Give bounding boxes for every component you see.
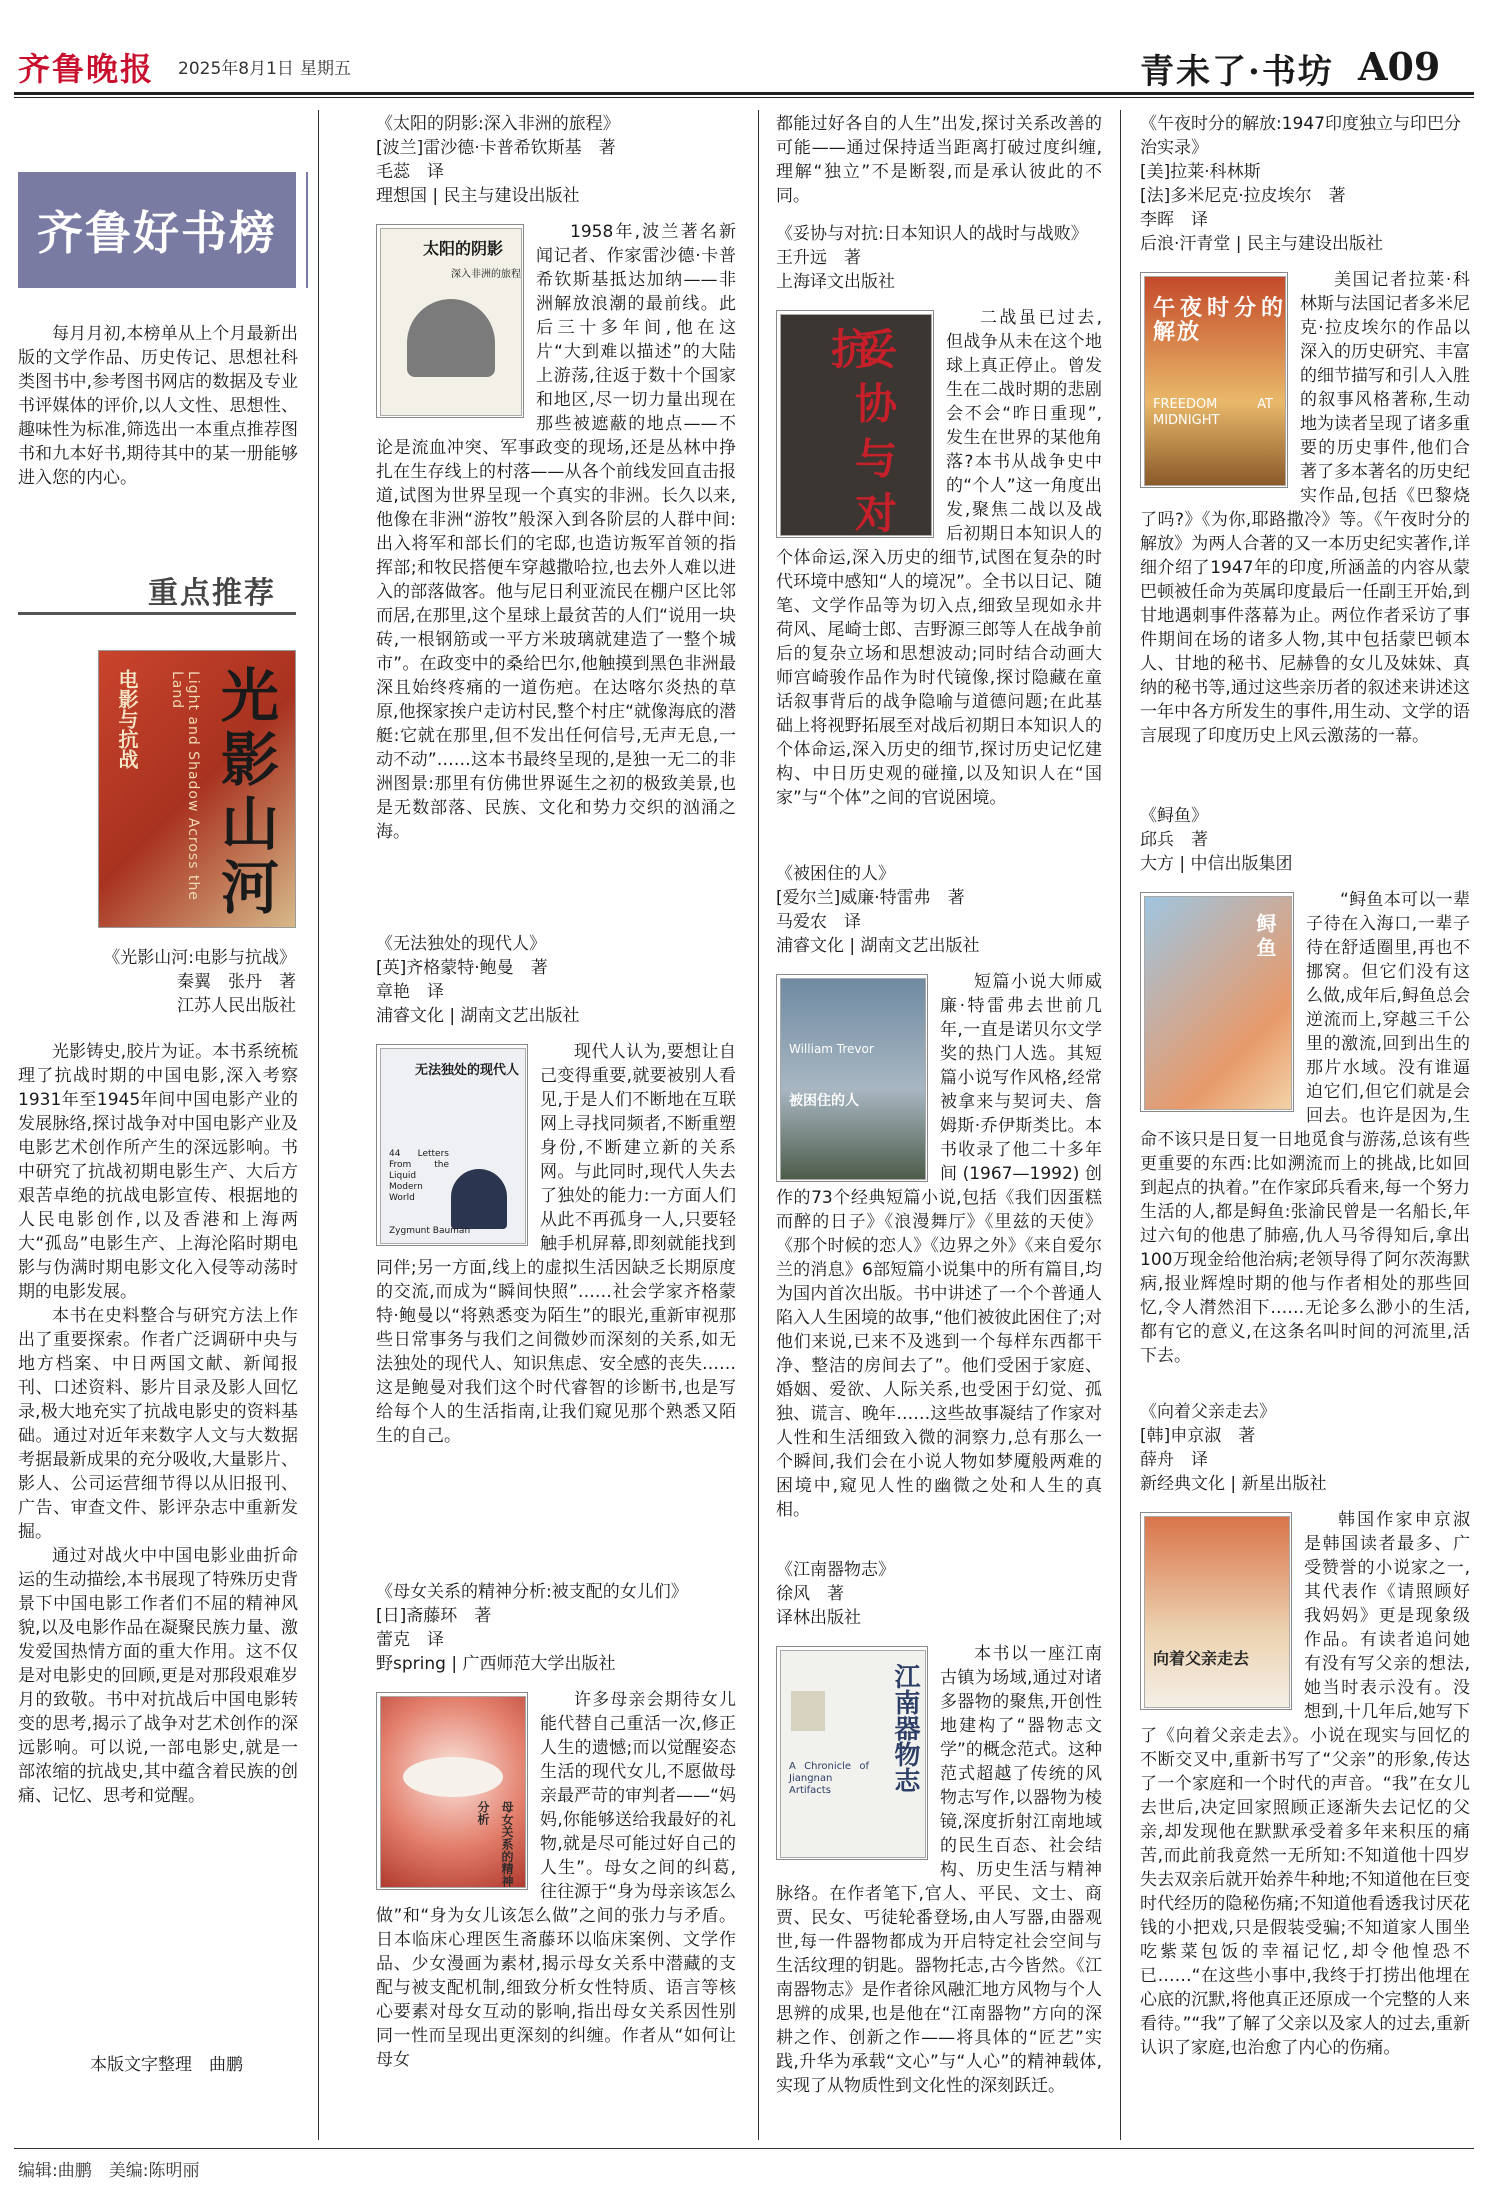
header-rule	[14, 92, 1474, 95]
list-intro: 每月月初,本榜单从上个月最新出版的文学作品、历史传记、思想社科类图书中,参考图书网店的数据及专业书评媒体的评价,以人文性、思想性、趣味性为标准,筛选出一本重点推荐图书和九本好书,期待其中的某一册能够进入您的内心。	[18, 324, 298, 488]
review-body: 短篇小说大师威廉·特雷弗去世前几年,一直是诺贝尔文学奖的热门人选。其短篇小说写作风格,经常被拿来与契诃夫、詹姆斯·乔伊斯类比。本书收录了他二十多年间(1967—1992)创作的73个经典短篇小说,包括《我们因蛋糕而醉的日子》《浪漫舞厅》《里兹的天使》《那个时候的恋人》《边界之外》《来自爱尔兰的消息》6部短篇小说集中的所有篇目,均为国内首次出版。书中讲述了一个个普通人陷入人生困境的故事,“他们被彼此困住了;对他们来说,已来不及逃到一个每样东西都干净、整洁的房间去了”。他们受困于家庭、婚姻、爱欲、人际关系,也受困于幻觉、孤独、谎言、晚年……这些故事凝结了作家对人性和生活细致入微的洞察力,总有那么一个瞬间,我们会在小说人物如梦魇般两难的困境中,窥见人性的幽微之处和人生的真相。	[776, 972, 1102, 1520]
book-title: 《江南器物志》	[776, 1560, 895, 1580]
continued-text: 都能过好各自的人生”出发,探讨关系改善的可能——通过保持适当距离打破过度纠缠,理解“独立”不是断裂,而是承认彼此的不同。	[776, 114, 1102, 206]
cover-title: 向着父亲走去	[1153, 1649, 1250, 1668]
article-jiangnan	[776, 1558, 1102, 2098]
book-translator: 毛蕊 译	[376, 162, 444, 182]
review-paragraph: 本书在史料整合与研究方法上作出了重要探索。作者广泛调研中央与地方档案、中日两国文献、新闻报刊、口述资料、影片目录及影人回忆录,极大地充实了抗战电影史的资料基础。通过对近年来数字人文与大数据考据最新成果的充分吸收,大量影片、影人、公司运营细节得以从旧报刊、广告、审查文件、影评杂志中重新发掘。	[18, 1306, 298, 1542]
cover-title: 江南器物志	[890, 1663, 920, 1793]
artifact-illustration	[791, 1691, 825, 1731]
book-author: 王升远 著	[776, 248, 861, 268]
footer-rule	[14, 2148, 1474, 2149]
cover-title: 妥协与对抗	[825, 327, 898, 535]
cover-english-title: Light and Shadow Across the Land	[169, 671, 201, 901]
book-translator: 蕾克 译	[376, 1630, 444, 1650]
book-publisher: 译林出版社	[776, 1608, 861, 1628]
section-title: 青未了·书坊	[1140, 52, 1334, 92]
review-body: 1958年,波兰著名新闻记者、作家雷沙德·卡普希钦斯基抵达加纳——非洲解放浪潮的最前线。此后三十多年间,他在这片“大到难以描述”的大陆上游荡,往返于数十个国家和地区,尽一切力量出现在那些被遮蔽的地点——不论是流血冲突、军事政变的现场,还是丛林中挣扎在生存线上的村落——从各个前线发回直击报道,试图为世界呈现一个真实的非洲。长久以来,他像在非洲“游牧”般深入到各阶层的人群中间:出入将军和部长们的宅邸,也造访叛军首领的指挥部;和牧民搭便车穿越撒哈拉,也去外人难以进入的部落做客。他与尼日利亚流民在棚户区比邻而居,在那里,这个星球上最贫苦的人们“说用一块砖,一根钢筋或一平方米玻璃就建造了一整个城市”。在政变中的桑给巴尔,他触摸到黑色非洲最深且始终疼痛的一道伤疤。在达喀尔炎热的草原,他探家挨户走访村民,整个村庄“就像海底的潜艇:它就在那里,但不发出任何信号,无声无息,一动不动”……这本书最终呈现的,是独一无二的非洲图景:那里有仿佛世界诞生之初的极致美景,也是无数部落、民族、文化和势力交织的汹涌之海。	[376, 222, 736, 842]
book-publisher: 理想国 | 民主与建设出版社	[376, 186, 580, 206]
book-title: 《母女关系的精神分析:被支配的女儿们》	[376, 1582, 688, 1602]
column-divider	[318, 110, 319, 2140]
column-divider	[1120, 110, 1121, 2140]
book-cover-sun	[376, 224, 524, 418]
masthead-logo: 齐鲁晚报	[18, 50, 155, 88]
book-publisher: 浦睿文化 | 湖南文艺出版社	[776, 936, 980, 956]
review-body: 二战虽已过去,但战争从未在这个地球上真正停止。曾发生在二战时期的悲剧会不会“昨日重现”,发生在世界的某他角落?本书从战争史中的“个人”这一角度出发,聚焦二战以及战后初期日本知识人的个体命运,深入历史的细节,试图在复杂的时代环境中感知“人的境况”。全书以日记、随笔、文学作品等为切入点,细致呈现如永井荷风、尾崎士郎、吉野源三郎等人在战争前后的复杂立场和思想波动;同时结合动画大师宫崎骏作品作为时代镜像,探讨隐藏在童话叙事背后的战争隐喻与道德问题;在此基础上将视野拓展至对战后初期日本知识人的个体命运,深入历史的细节,探讨历史记忆建构、中日历史观的碰撞,以及知识人在“国家”与“个体”之间的官说困境。	[776, 308, 1102, 808]
book-cover-salmon	[1140, 892, 1294, 1112]
eye-illustration	[403, 1757, 503, 1797]
review-paragraph: 光影铸史,胶片为证。本书系统梳理了抗战时期的中国电影,深入考察1931年至1945年间中国电影产业的发展脉络,探讨战争对中国电影产业及电影艺术创作所产生的深远影响。书中研究了抗战初期电影生产、大后方艰苦卓绝的抗战电影宣传、根据地的人民电影创作,以及香港和上海两大“孤岛”电影生产、上海沦陷时期电影与伪满时期电影文化入侵等动荡时期的电影发展。	[18, 1042, 298, 1302]
header-rule-thin	[14, 97, 1474, 98]
book-translator: 马爱农 译	[776, 912, 861, 932]
article-compromise	[776, 112, 1102, 810]
cover-title: 无法独处的现代人	[415, 1063, 520, 1078]
book-publisher: 大方 | 中信出版集团	[1140, 854, 1293, 874]
book-cover-father	[1140, 1512, 1292, 1710]
issue-weekday: 星期五	[300, 59, 351, 79]
book-cover-mother	[376, 1692, 528, 1890]
review-body: 美国记者拉莱·科林斯与法国记者多米尼克·拉皮埃尔的作品以深入的历史研究、丰富的细节描写和引人入胜的叙事风格著称,生动地为读者呈现了诸多重要的历史事件,他们合著了多本著名的历史纪实作品,包括《巴黎烧了吗?》《为你,耶路撒冷》等。《午夜时分的解放》为两人合著的又一本历史纪实著作,详细介绍了1947年的印度,所涵盖的内容从蒙巴顿被任命为英属印度最后一任副王开始,到甘地遇刺事件落幕为止。两位作者采访了事件期间在场的诸多人物,其中包括蒙巴顿本人、甘地的秘书、尼赫鲁的女儿及妹妹、真纳的秘书等,通过这些亲历者的叙述来讲述这一年中各方所发生的事件,用生动、文学的语言展现了印度历史上风云激荡的一幕。	[1140, 270, 1470, 746]
book-publisher: 野spring | 广西师范大学出版社	[376, 1654, 616, 1674]
book-author: [法]多米尼克·拉皮埃尔 著	[1140, 186, 1346, 206]
cover-subtitle: 电影与抗战	[115, 669, 139, 769]
review-body: 韩国作家申京淑是韩国读者最多、广受赞誉的小说家之一,其代表作《请照顾好我妈妈》更是现象级作品。有读者追问她有没有写父亲的想法,她当时表示没有。没想到,十几年后,她写下了《向着父亲走去》。小说在现实与回忆的不断交叉中,重新书写了“父亲”的形象,传达了一个家庭和一个时代的声音。“我”在女儿去世后,决定回家照顾正逐渐失去记忆的父亲,却发现他在默默承受着多年来积压的痛苦,而此前我竟然一无所知:不知道他十四岁失去双亲后就开始养牛种地;不知道他在巨变时代经历的隐秘伤痛;不知道他看透我讨厌花钱的小把戏,只是假装受骗;不知道家人围坐吃紫菜包饭的幸福记忆,却令他惶恐不已……“在这些小事中,我终于打捞出他埋在心底的沉默,将他真正还原成一个完整的人来看待。”“我”了解了父亲以及家人的过去,重新认识了家庭,也治愈了内心的伤痛。	[1140, 1510, 1470, 2058]
book-title: 《向着父亲走去》	[1140, 1402, 1276, 1422]
book-title: 《被困住的人》	[776, 864, 895, 884]
featured-book-cover	[98, 650, 296, 928]
book-title: 《妥协与对抗:日本知识人的战时与战败》	[776, 224, 1088, 244]
book-author: [英]齐格蒙特·鲍曼 著	[376, 958, 548, 978]
article-lonely	[376, 932, 736, 1448]
review-body: 现代人认为,要想让自己变得重要,就要被别人看见,于是人们不断地在互联网上寻找同频者,不断重塑身份,不断建立新的关系网。与此同时,现代人失去了独处的能力:一方面人们从此不再孤身一人,只要轻触手机屏幕,即刻就能找到同伴;另一方面,线上的虚拟生活因缺乏长期原度的交流,而成为“瞬间快照”……社会学家齐格蒙特·鲍曼以“将熟悉变为陌生”的眼光,重新审视那些日常事务与我们之间微妙而深刻的关系,如无法独处的现代人、知识焦虑、安全感的丧失……这是鲍曼对我们这个时代睿智的诊断书,也是写给每个人的生活指南,让我们窥见那个熟悉又陌生的自己。	[376, 1042, 736, 1446]
book-publisher: 上海译文出版社	[776, 272, 895, 292]
book-cover-trapped	[776, 974, 928, 1182]
book-author: 邱兵 著	[1140, 830, 1208, 850]
elephant-illustration	[407, 299, 495, 377]
featured-review	[18, 1040, 298, 1808]
review-body: 许多母亲会期待女儿能代替自己重活一次,修正人生的遗憾;而以觉醒姿态生活的现代女儿,不愿做母亲最严苛的审判者——“妈妈,你能够送给我最好的礼物,就是尽可能过好自己的人生”。母女之间的纠葛,往往源于“身为母亲该怎么做”和“身为女儿该怎么做”之间的张力与矛盾。日本临床心理医生斋藤环以临床案例、文学作品、少女漫画为素材,揭示母女关系中潜藏的支配与被支配机制,细致分析女性特质、语言等核心要素对母女互动的影响,指出母女关系因性别同一性而呈现出更深刻的纠缠。作者从“如何让母女	[376, 1690, 736, 2070]
book-publisher: 新经典文化 | 新星出版社	[1140, 1474, 1327, 1494]
review-body: “鲟鱼本可以一辈子待在入海口,一辈子待在舒适圈里,再也不挪窝。但它们没有这么做,成年后,鲟鱼总会逆流而上,穿越三千公里的激流,回到出生的那片水域。没有谁逼迫它们,但它们就是会回去。也许是因为,生命不该只是日复一日地觅食与游荡,总该有些更重要的东西:比如溯流而上的挑战,比如回到起点的执着。”在作家邱兵看来,每一个努力生活的人,都是鲟鱼:张渝民曾是一名船长,年过六旬的他患了肺癌,仇人马爷得知后,拿出100万现金给他治病;老领导得了阿尔茨海默病,报业辉煌时期的他与作者相处的那些回忆,令人潸然泪下……无论多么渺小的生活,都有它的意义,在这条名叫时间的河流里,活下去。	[1140, 890, 1470, 1366]
book-translator: 薛舟 译	[1140, 1450, 1208, 1470]
cover-author: Zygmunt Bauman	[389, 1226, 471, 1236]
issue-date: 2025年8月1日	[178, 59, 294, 79]
cover-title: 太阳的阴影	[423, 239, 504, 258]
book-cover-compromise	[776, 310, 934, 538]
book-author: [日]斋藤环 著	[376, 1606, 492, 1626]
footer-credit: 编辑:曲鹏 美编:陈明丽	[18, 2161, 200, 2181]
book-author: [爱尔兰]威廉·特雷弗 著	[776, 888, 965, 908]
book-translator: 章艳 译	[376, 982, 444, 1002]
cover-english-title: 44 Letters From the Liquid Modern World	[389, 1149, 449, 1203]
book-author: 徐风 著	[776, 1584, 844, 1604]
list-banner: 齐鲁好书榜	[18, 172, 296, 288]
book-author: [韩]申京淑 著	[1140, 1426, 1256, 1446]
cover-title: 母女关系的精神分析	[476, 1801, 514, 1887]
review-body: 本书以一座江南古镇为场域,通过对诸多器物的聚焦,开创性地建构了“器物志文学”的概念范式。这种范式超越了传统的风物志写作,以器物为棱镜,深度折射江南地域的民生百态、社会结构、历史生活与精神脉络。在作者笔下,官人、平民、文士、商贾、民女、丐徒轮番登场,由人写器,由器观世,每一件器物都成为开启特定社会空间与生活纹理的钥匙。器物托志,古今皆然。《江南器物志》是作者徐风融汇地方风物与个人思辨的成果,也是他在“江南器物”方向的深耕之作、创新之作——将具体的“匠艺”实践,升华为承载“文心”与“人心”的精神载体,实现了从物质性到文化性的深刻跃迁。	[776, 1644, 1102, 2096]
banner-decoration	[306, 172, 322, 288]
article-sun	[376, 112, 736, 844]
book-title: 《太阳的阴影:深入非洲的旅程》	[376, 114, 620, 134]
cover-title: 午夜时分的解放	[1153, 296, 1285, 345]
review-paragraph: 通过对战火中中国电影业曲折命运的生动描绘,本书展现了特殊历史背景下中国电影工作者们不屈的精神风貌,以及电影作品在凝聚民族力量、激发爱国热情方面的重大作用。这不仅是对电影史的回顾,更是对那段艰难岁月的致敬。书中对抗战后中国电影转变的思考,揭示了战争对艺术创作的深远影响。可以说,一部电影史,就是一部浓缩的抗战史,其中蕴含着民族的创痛、记忆、思考和觉醒。	[18, 1546, 298, 1806]
cover-title: 光影山河	[211, 665, 279, 921]
book-publisher: 浦睿文化 | 湖南文艺出版社	[376, 1006, 580, 1026]
book-title: 《无法独处的现代人》	[376, 934, 546, 954]
cover-title: 鲟鱼	[1253, 913, 1277, 961]
featured-heading: 重点推荐	[148, 576, 276, 611]
book-author: [波兰]雷沙德·卡普希钦斯基 著	[376, 138, 616, 158]
book-title: 《午夜时分的解放:1947印度独立与印巴分治实录》	[1140, 114, 1461, 158]
cover-english-title: William Trevor	[789, 1042, 874, 1056]
article-salmon	[1140, 804, 1470, 1368]
book-author: 秦翼 张丹 著	[177, 972, 296, 992]
cover-subtitle: 深入非洲的旅程	[451, 269, 521, 280]
book-publisher: 江苏人民出版社	[177, 996, 296, 1016]
page-number: A09	[1358, 44, 1441, 89]
book-translator: 李晖 译	[1140, 210, 1208, 230]
cover-english-title: FREEDOM AT MIDNIGHT	[1153, 397, 1273, 428]
featured-book-meta	[100, 946, 296, 1018]
article-midnight	[1140, 112, 1470, 748]
column-divider	[758, 110, 759, 2140]
book-publisher: 后浪·汗青堂 | 民主与建设出版社	[1140, 234, 1383, 254]
article-trapped	[776, 862, 1102, 1522]
article-mother	[376, 1580, 736, 2072]
cover-english-title: A Chronicle of Jiangnan Artifacts	[789, 1761, 869, 1796]
book-author: [美]拉莱·科林斯	[1140, 162, 1261, 182]
book-title: 《光影山河:电影与抗战》	[103, 948, 296, 968]
cover-title: 被困住的人	[789, 1093, 859, 1109]
text-editor-credit: 本版文字整理 曲鹏	[90, 2055, 243, 2075]
book-title: 《鲟鱼》	[1140, 806, 1208, 826]
featured-heading-rule	[18, 612, 296, 615]
book-cover-midnight	[1140, 272, 1288, 488]
article-father	[1140, 1400, 1470, 2060]
book-cover-jiangnan	[776, 1646, 928, 1860]
book-cover-lonely	[376, 1044, 528, 1246]
